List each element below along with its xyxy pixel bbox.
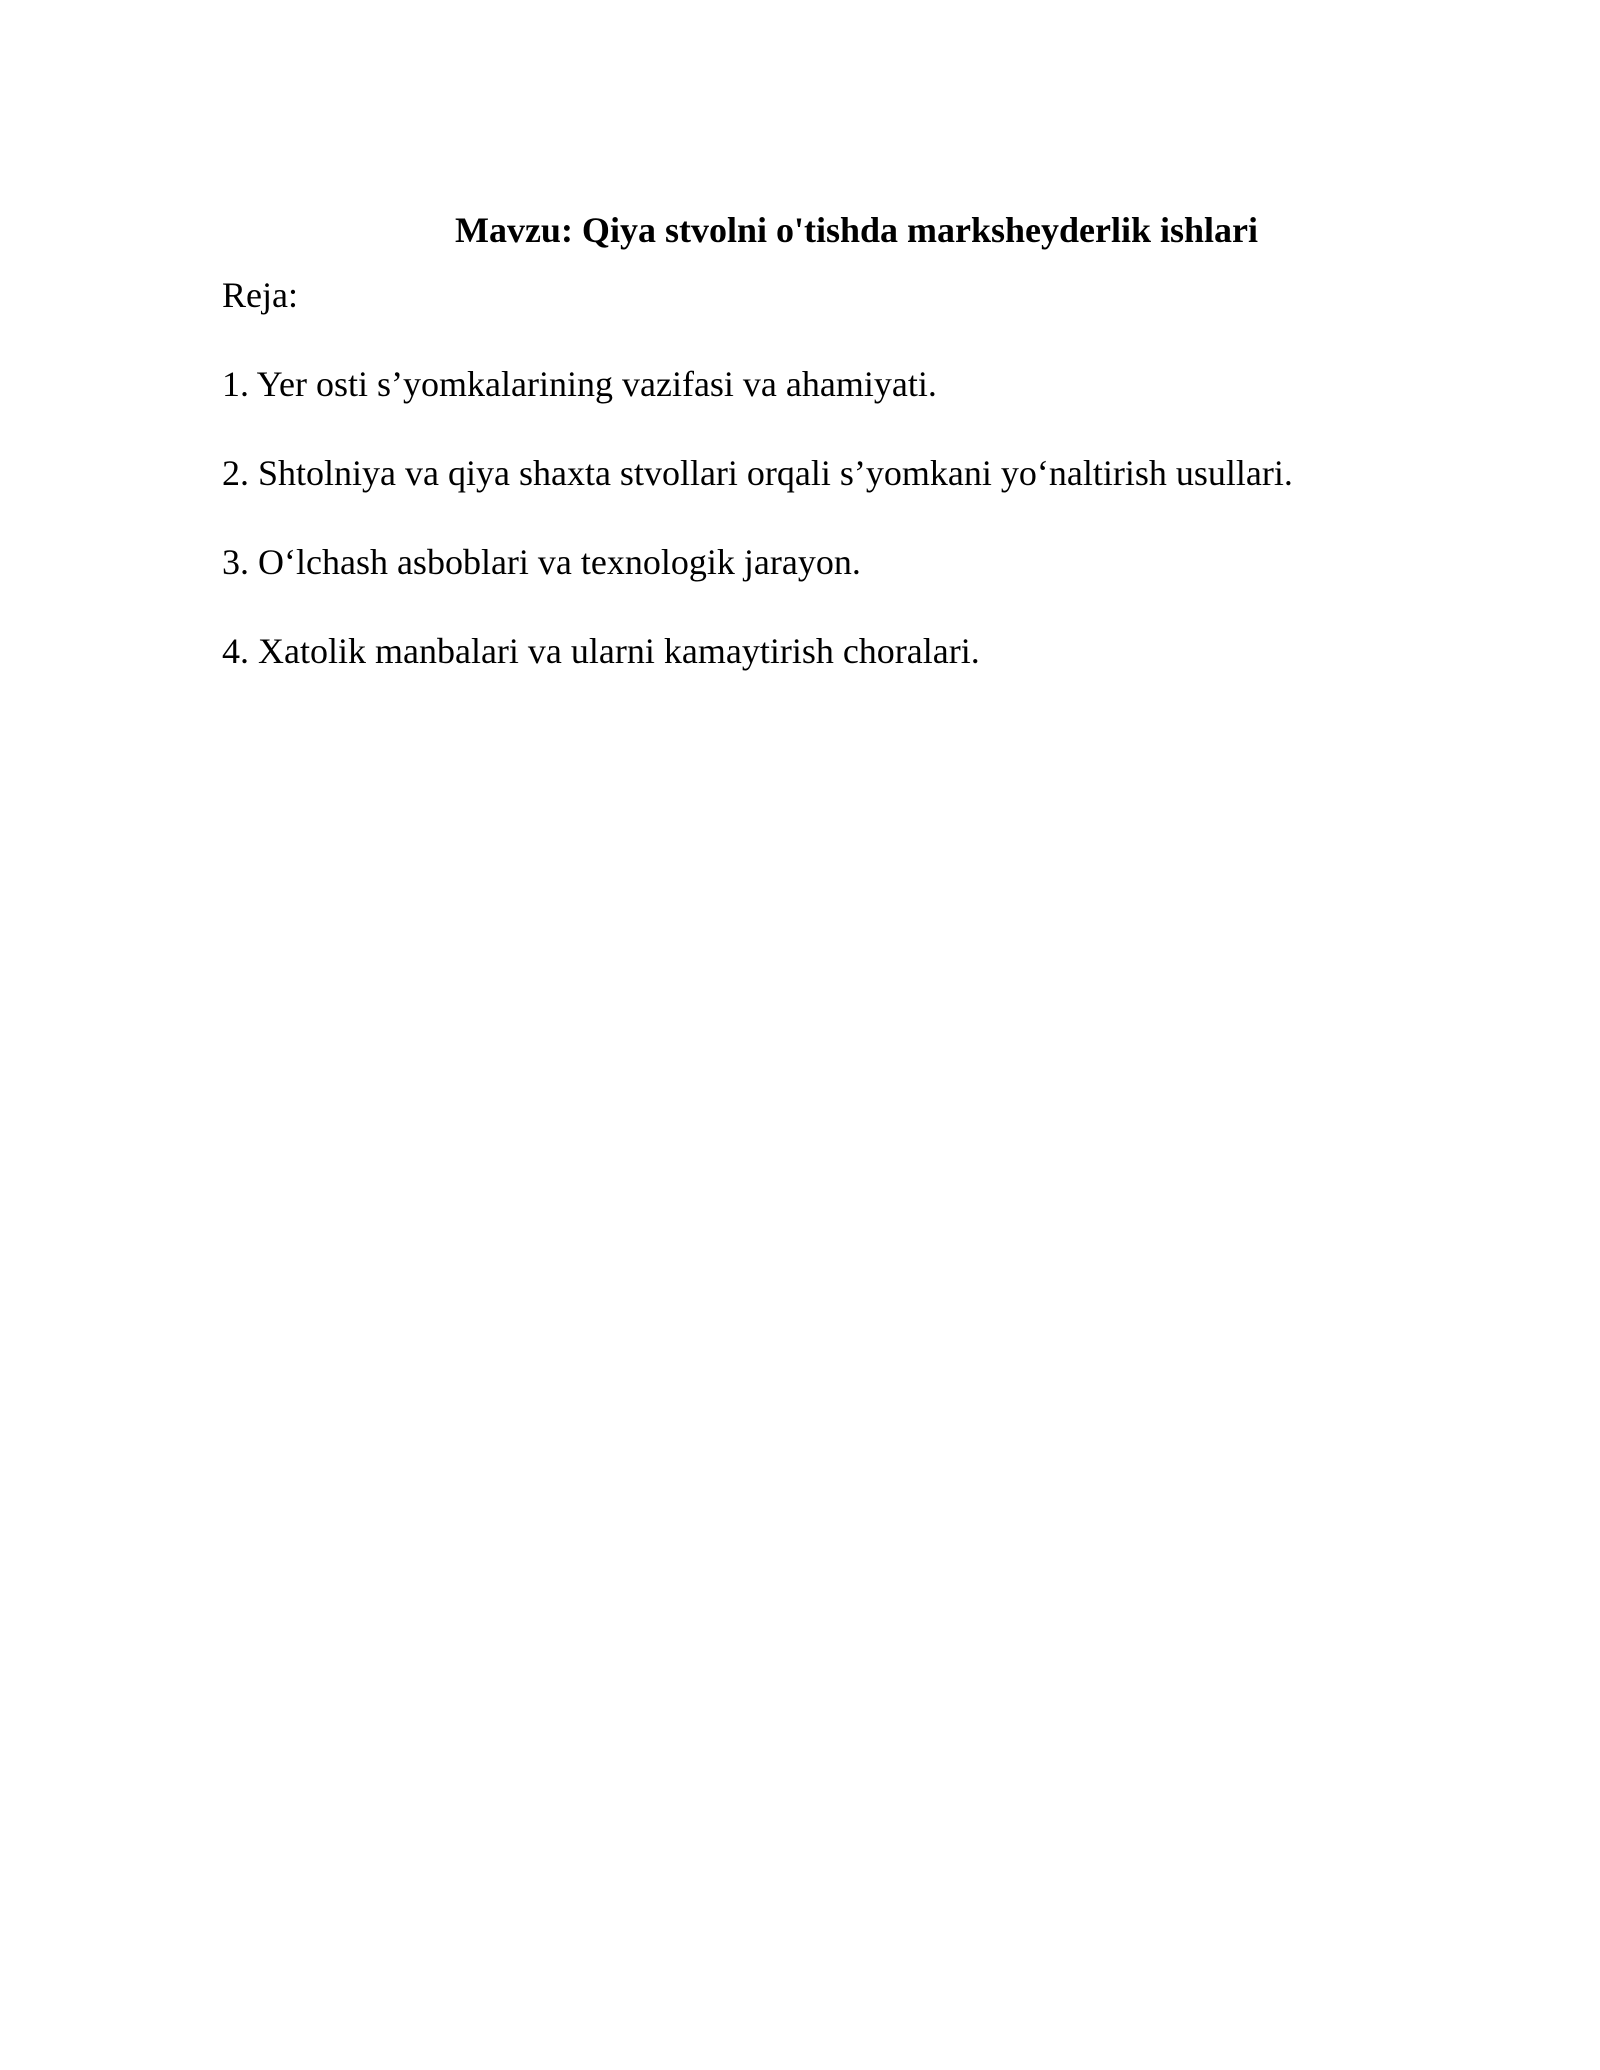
document-title-text: Mavzu: Qiya stvolni o'tishda marksheyderlik ishlari (454, 210, 1259, 250)
plan-item-4: 4. Xatolik manbalari va ularni kamaytirish choralari. (222, 631, 980, 671)
plan-heading: Reja: (222, 275, 298, 315)
plan-item-2: 2. Shtolniya va qiya shaxta stvollari orqali s’yomkani yo‘naltirish usullari. (222, 453, 1293, 493)
plan-item-3: 3. O‘lchash asboblari va texnologik jarayon. (222, 542, 861, 582)
plan-list (222, 362, 1293, 718)
document-title (0, 208, 1600, 252)
plan-item-1: 1. Yer osti s’yomkalarining vazifasi va ahamiyati. (222, 364, 937, 404)
